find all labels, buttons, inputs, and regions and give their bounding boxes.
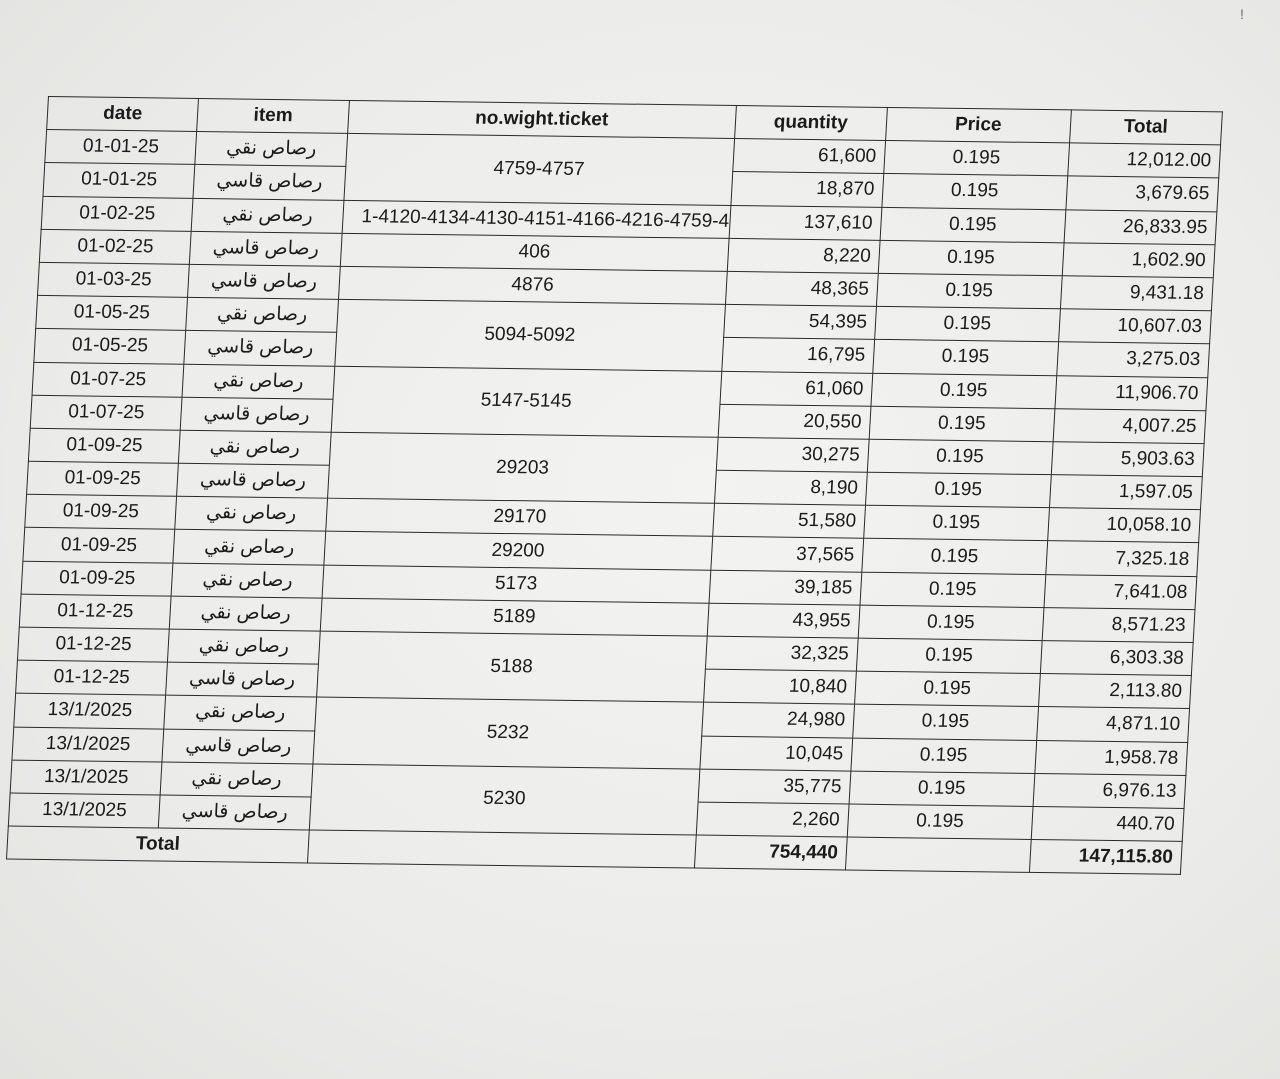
row-date: 01-05-25 — [34, 329, 186, 364]
header-price: Price — [886, 107, 1071, 143]
row-item: رصاص نقي — [182, 364, 334, 399]
row-ticket: 5188 — [316, 631, 706, 702]
ledger-sheet — [6, 96, 1223, 875]
row-price: 0.195 — [869, 406, 1054, 442]
row-item: رصاص نقي — [179, 430, 331, 465]
row-total: 10,058.10 — [1047, 508, 1200, 543]
header-total: Total — [1069, 110, 1222, 145]
total-label: Total — [6, 826, 309, 863]
row-ticket: 5147-5145 — [331, 366, 721, 437]
row-date: 01-12-25 — [17, 627, 169, 662]
row-date: 01-05-25 — [36, 296, 188, 331]
row-date: 01-07-25 — [32, 362, 184, 397]
row-date: 01-09-25 — [28, 428, 180, 463]
row-quantity: 10,840 — [703, 669, 856, 704]
row-date: 01-01-25 — [43, 163, 195, 198]
row-item: رصاص نقي — [173, 530, 325, 565]
row-quantity: 137,610 — [729, 205, 882, 240]
row-item: رصاص نقي — [195, 132, 347, 167]
row-price: 0.195 — [851, 738, 1036, 774]
row-item: رصاص نقي — [168, 629, 320, 664]
row-total: 7,325.18 — [1045, 541, 1198, 576]
row-price: 0.195 — [876, 273, 1061, 309]
row-quantity: 20,550 — [718, 404, 871, 439]
row-date: 01-12-25 — [19, 594, 171, 629]
grand-total: 147,115.80 — [1029, 840, 1182, 875]
total-price-empty — [845, 837, 1030, 873]
row-total: 2,113.80 — [1038, 674, 1191, 709]
row-ticket: 1-4120-4134-4130-4151-4166-4216-4759-4 — [342, 200, 731, 238]
row-item: رصاص نقي — [192, 198, 344, 233]
row-item: رصاص قاسي — [190, 231, 342, 266]
row-price: 0.195 — [862, 539, 1047, 575]
row-date: 13/1/2025 — [12, 727, 164, 762]
row-price: 0.195 — [878, 240, 1063, 276]
row-price: 0.195 — [871, 373, 1056, 409]
row-price: 0.195 — [860, 572, 1045, 608]
row-price: 0.195 — [853, 704, 1038, 740]
row-date: 01-07-25 — [30, 395, 182, 430]
row-ticket: 5094-5092 — [335, 299, 725, 370]
row-item: رصاص نقي — [164, 695, 316, 730]
row-date: 01-02-25 — [39, 229, 191, 264]
row-total: 4,871.10 — [1036, 707, 1189, 742]
row-item: رصاص قاسي — [181, 397, 333, 432]
row-quantity: 18,870 — [731, 172, 884, 207]
row-date: 13/1/2025 — [8, 793, 160, 828]
header-ticket: no.wight.ticket — [347, 100, 736, 138]
row-quantity: 54,395 — [723, 305, 876, 340]
row-item: رصاص قاسي — [184, 331, 336, 366]
row-ticket: 29170 — [325, 498, 714, 536]
row-quantity: 43,955 — [707, 603, 860, 638]
row-quantity: 8,220 — [727, 238, 880, 273]
row-price: 0.195 — [875, 306, 1060, 342]
row-quantity: 48,365 — [725, 271, 878, 306]
row-ticket: 4876 — [338, 266, 727, 304]
row-total: 1,597.05 — [1049, 475, 1202, 510]
row-price: 0.195 — [865, 472, 1050, 508]
row-item: رصاص قاسي — [177, 463, 329, 498]
row-quantity: 24,980 — [701, 703, 854, 738]
row-price: 0.195 — [880, 207, 1065, 243]
row-date: 01-02-25 — [41, 196, 193, 231]
row-total: 6,303.38 — [1040, 641, 1193, 676]
row-total: 4,007.25 — [1053, 408, 1206, 443]
row-price: 0.195 — [856, 638, 1041, 674]
row-date: 01-12-25 — [16, 660, 168, 695]
row-item: رصاص قاسي — [188, 264, 340, 299]
row-item: رصاص نقي — [186, 297, 338, 332]
row-quantity: 2,260 — [696, 802, 849, 837]
row-item: رصاص قاسي — [159, 795, 311, 830]
total-quantity: 754,440 — [694, 835, 847, 870]
row-ticket: 29203 — [327, 432, 717, 503]
row-quantity: 35,775 — [698, 769, 851, 804]
row-item: رصاص قاسي — [193, 165, 345, 200]
row-quantity: 16,795 — [721, 338, 874, 373]
row-ticket: 29200 — [324, 532, 713, 570]
row-price: 0.195 — [873, 340, 1058, 376]
header-date: date — [47, 97, 199, 132]
row-date: 01-09-25 — [27, 461, 179, 496]
row-total: 5,903.63 — [1051, 442, 1204, 477]
row-quantity: 32,325 — [705, 636, 858, 671]
header-item: item — [197, 98, 349, 133]
row-item: رصاص نقي — [171, 563, 323, 598]
row-item: رصاص قاسي — [162, 729, 314, 764]
row-quantity: 51,580 — [712, 504, 865, 539]
row-ticket: 5173 — [322, 565, 711, 603]
row-price: 0.195 — [849, 771, 1034, 807]
row-quantity: 37,565 — [710, 537, 863, 572]
row-total: 3,275.03 — [1056, 342, 1209, 377]
row-date: 13/1/2025 — [14, 694, 166, 729]
row-total: 6,976.13 — [1033, 773, 1186, 808]
ledger-body — [8, 130, 1220, 842]
header-quantity: quantity — [734, 106, 887, 141]
row-total: 9,431.18 — [1060, 276, 1213, 311]
total-ticket-empty — [307, 830, 696, 868]
row-quantity: 61,060 — [720, 371, 873, 406]
row-total: 11,906.70 — [1055, 375, 1208, 410]
row-date: 01-09-25 — [21, 561, 173, 596]
row-total: 10,607.03 — [1058, 309, 1211, 344]
row-total: 1,958.78 — [1034, 740, 1187, 775]
row-price: 0.195 — [867, 439, 1052, 475]
row-quantity: 30,275 — [716, 437, 869, 472]
row-ticket: 4759-4757 — [344, 134, 734, 205]
row-total: 3,679.65 — [1065, 176, 1218, 211]
row-item: رصاص نقي — [170, 596, 322, 631]
row-quantity: 10,045 — [699, 736, 852, 771]
row-item: رصاص قاسي — [166, 662, 318, 697]
row-item: رصاص نقي — [161, 762, 313, 797]
row-date: 01-09-25 — [25, 495, 177, 530]
margin-mark: ! — [1240, 6, 1244, 22]
row-item: رصاص نقي — [175, 496, 327, 531]
row-price: 0.195 — [884, 141, 1069, 177]
row-total: 8,571.23 — [1042, 607, 1195, 642]
row-price: 0.195 — [864, 505, 1049, 541]
row-price: 0.195 — [855, 671, 1040, 707]
row-date: 01-09-25 — [23, 528, 175, 563]
row-date: 01-03-25 — [38, 262, 190, 297]
row-quantity: 39,185 — [709, 570, 862, 605]
row-price: 0.195 — [882, 174, 1067, 210]
row-price: 0.195 — [858, 605, 1043, 641]
row-quantity: 8,190 — [714, 470, 867, 505]
row-total: 440.70 — [1031, 806, 1184, 841]
row-quantity: 61,600 — [732, 139, 885, 174]
row-date: 01-01-25 — [45, 130, 197, 165]
row-total: 26,833.95 — [1064, 209, 1217, 244]
row-date: 13/1/2025 — [10, 760, 162, 795]
ledger-table — [6, 96, 1223, 875]
row-ticket: 5189 — [320, 598, 709, 636]
row-ticket: 5232 — [313, 697, 703, 768]
row-total: 12,012.00 — [1067, 143, 1220, 178]
row-price: 0.195 — [847, 804, 1032, 840]
row-ticket: 406 — [340, 233, 729, 271]
row-total: 7,641.08 — [1044, 574, 1197, 609]
row-total: 1,602.90 — [1062, 243, 1215, 278]
row-ticket: 5230 — [309, 764, 699, 835]
